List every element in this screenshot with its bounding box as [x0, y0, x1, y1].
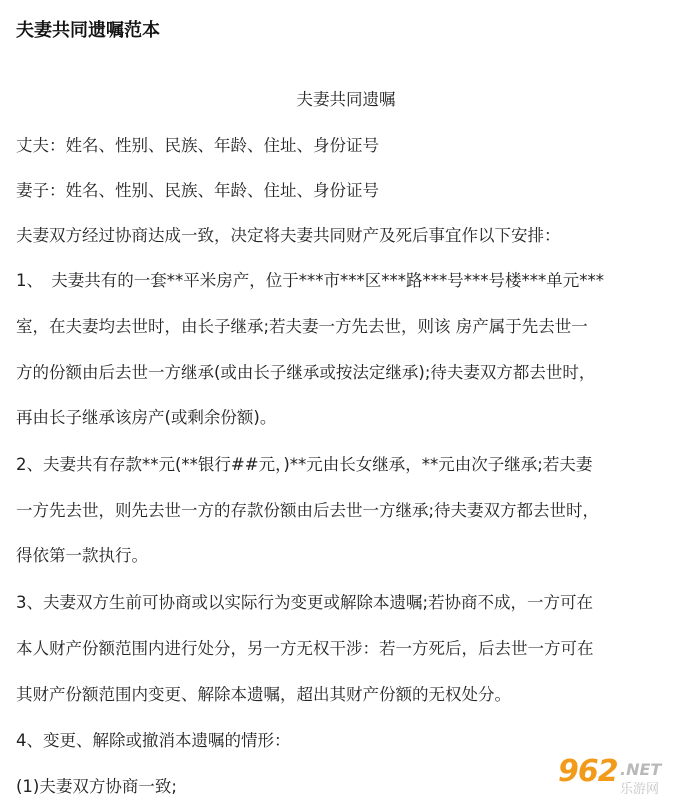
- watermark-site-name: 乐游网: [620, 782, 660, 797]
- paragraph-husband: 丈夫：姓名、性别、民族、年龄、住址、身份证号: [16, 136, 379, 155]
- paragraph-line: 一方先去世，则先去世一方的存款份额由后去世一方继承;待夫妻双方都去世时，: [16, 501, 600, 520]
- document-heading: 夫妻共同遗嘱: [296, 90, 396, 109]
- paragraph-wife: 妻子：姓名、性别、民族、年龄、住址、身份证号: [16, 181, 379, 200]
- paragraph-line: (1)夫妻双方协商一致;: [16, 777, 177, 796]
- paragraph-intro: 夫妻双方经过协商达成一致，决定将夫妻共同财产及死后事宜作以下安排：: [16, 226, 561, 245]
- watermark-domain: .NET: [620, 760, 662, 779]
- paragraph-line: 本人财产份额范围内进行处分，另一方无权干涉：若一方死后，后去世一方可在: [16, 639, 594, 658]
- page-title: 夫妻共同遗嘱范本: [16, 20, 160, 41]
- paragraph-line: 再由长子继承该房产(或剩余份额)。: [16, 408, 277, 427]
- paragraph-line: 1、 夫妻共有的一套**平米房产，位于***市***区***路***号***号楼***单元***: [16, 271, 604, 290]
- paragraph-line: 方的份额由后去世一方继承(或由长子继承或按法定继承);待夫妻双方都去世时，: [16, 363, 596, 382]
- site-watermark-logo: [558, 756, 686, 800]
- paragraph-line: 得依第一款执行。: [16, 546, 148, 565]
- paragraph-line: 2、夫妻共有存款**元(**银行##元，)**元由长女继承，**元由次子继承;若夫妻: [16, 455, 593, 474]
- paragraph-line: 室，在夫妻均去世时，由长子继承;若夫妻一方先去世，则该 房产属于先去世一: [16, 317, 588, 336]
- watermark-number: 962: [558, 754, 618, 789]
- paragraph-line: 3、夫妻双方生前可协商或以实际行为变更或解除本遗嘱;若协商不成，一方可在: [16, 593, 594, 612]
- paragraph-line: 其财产份额范围内变更、解除本遗嘱，超出其财产份额的无权处分。: [16, 685, 511, 704]
- paragraph-line: 4、变更、解除或撤消本遗嘱的情形：: [16, 731, 291, 750]
